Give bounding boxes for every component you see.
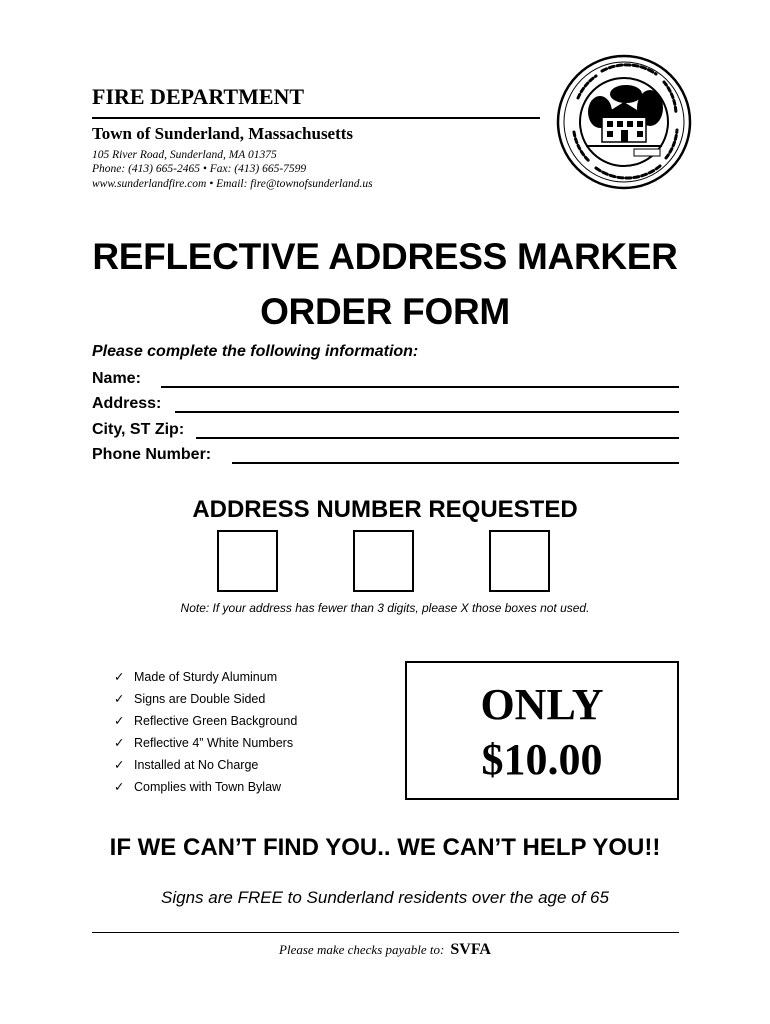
price-only-label: ONLY	[480, 680, 604, 729]
address-digit-box-1[interactable]	[217, 530, 278, 592]
slogan: IF WE CAN’T FIND YOU.. WE CAN’T HELP YOU!!	[109, 834, 661, 861]
feature-item	[114, 669, 277, 684]
contact-web-email: www.sunderlandfire.com • Email: fire@townofsunderland.us	[92, 178, 373, 190]
address-field[interactable]	[175, 411, 679, 413]
checkmark-icon: ✓	[114, 692, 125, 706]
feature-label: Reflective Green Background	[134, 714, 298, 728]
address-digit-box-2[interactable]	[353, 530, 414, 592]
feature-label: Installed at No Charge	[134, 758, 259, 772]
feature-item	[114, 713, 297, 728]
phone-number-field[interactable]	[232, 462, 679, 464]
contact-address: 105 River Road, Sunderland, MA 01375	[92, 149, 277, 161]
checks-payable-label: Please make checks payable to:	[279, 942, 445, 957]
city-state-zip-field[interactable]	[196, 437, 679, 439]
town-seal-icon	[556, 54, 692, 190]
feature-item	[114, 691, 265, 706]
address-label: Address:	[92, 395, 162, 412]
feature-label: Signs are Double Sided	[134, 692, 266, 706]
digits-note: Note: If your address has fewer than 3 digits, please X those boxes not used.	[180, 601, 590, 615]
checks-payable-line	[0, 941, 770, 959]
footer-rule	[92, 932, 679, 933]
town-name: Town of Sunderland, Massachusetts	[92, 124, 354, 143]
feature-item	[114, 779, 281, 794]
name-field[interactable]	[161, 386, 679, 388]
contact-phone: Phone: (413) 665-2465 • Fax: (413) 665-7599	[92, 163, 307, 175]
feature-label: Made of Sturdy Aluminum	[134, 670, 278, 684]
city-state-zip-label: City, ST Zip:	[92, 421, 185, 438]
checkmark-icon: ✓	[114, 736, 125, 750]
checkmark-icon: ✓	[114, 758, 125, 772]
feature-label: Complies with Town Bylaw	[134, 780, 282, 794]
header-rule	[92, 117, 540, 119]
checkmark-icon: ✓	[114, 780, 125, 794]
free-for-seniors-note: Signs are FREE to Sunderland residents over the age of 65	[161, 888, 609, 907]
checkmark-icon: ✓	[114, 714, 125, 728]
payee-name: SVFA	[450, 941, 491, 958]
checkmark-icon: ✓	[114, 670, 125, 684]
form-title-line-2: ORDER FORM	[260, 291, 510, 332]
info-prompt: Please complete the following information:	[92, 343, 419, 360]
phone-number-label: Phone Number:	[92, 446, 212, 463]
department-title: FIRE DEPARTMENT	[92, 84, 305, 109]
feature-item	[114, 757, 258, 772]
address-number-heading: ADDRESS NUMBER REQUESTED	[192, 496, 578, 523]
feature-item	[114, 735, 293, 750]
feature-label: Reflective 4” White Numbers	[134, 736, 294, 750]
address-digit-box-3[interactable]	[489, 530, 550, 592]
form-title-line-1: REFLECTIVE ADDRESS MARKER	[92, 236, 678, 277]
price-amount: $10.00	[481, 735, 603, 784]
name-label: Name:	[92, 370, 141, 387]
